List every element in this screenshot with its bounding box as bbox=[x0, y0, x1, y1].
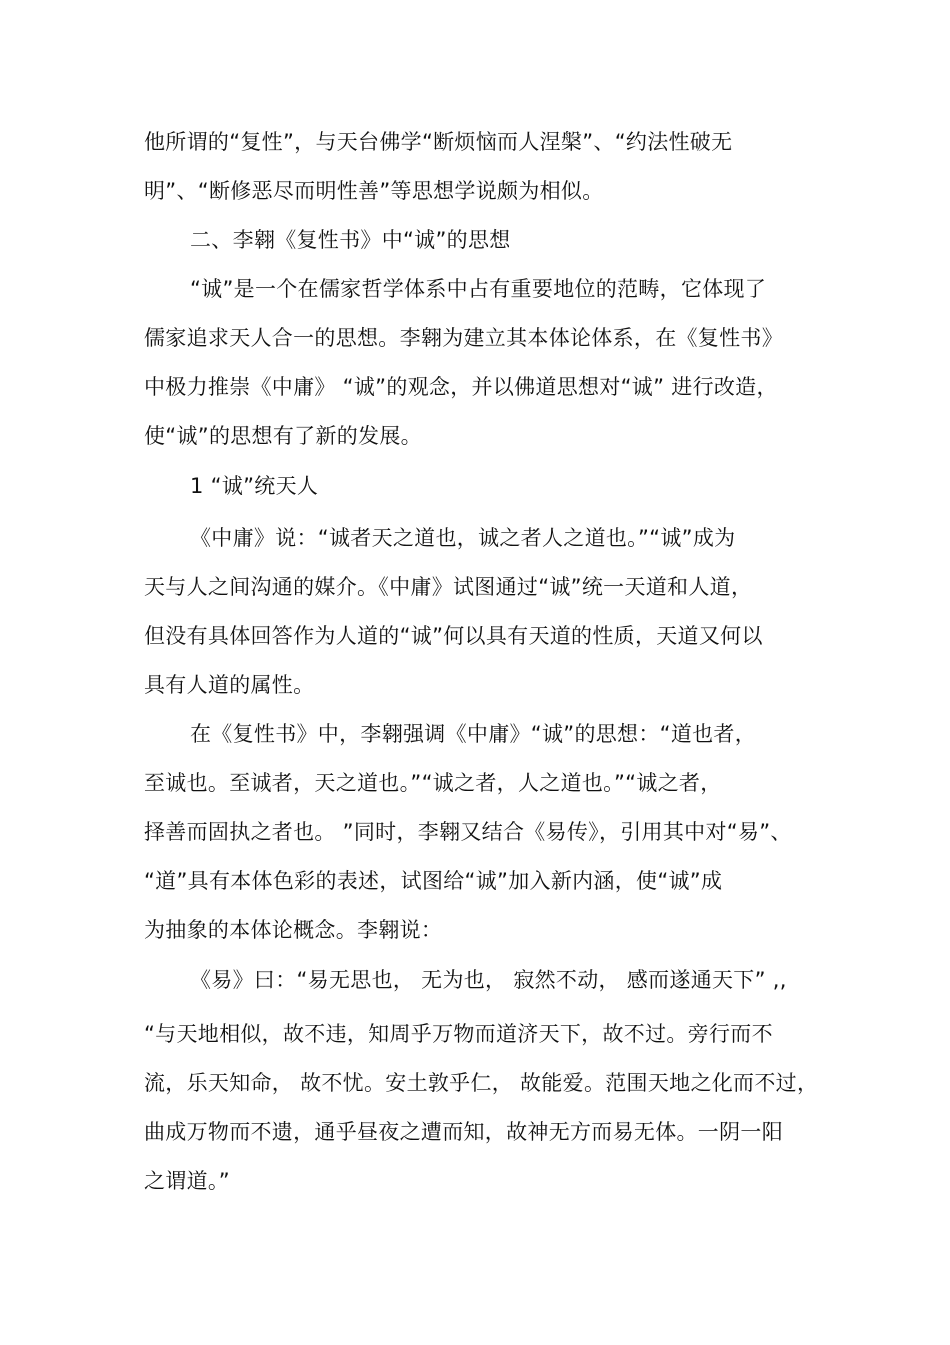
text-line-12: 具有人道的属性。 bbox=[144, 673, 315, 697]
text-line-20: 流，乐天知命， 故不忧。安土敦乎仁， 故能爱。范围天地之化而不过， bbox=[144, 1071, 819, 1095]
text-line-22: 之谓道。” bbox=[144, 1169, 230, 1193]
subsection-heading: 1 “诚”统天人 bbox=[190, 474, 319, 498]
section-heading: 二、李翱《复性书》中“诚”的思想 bbox=[190, 228, 511, 252]
text-line-1: 他所谓的“复性”，与天台佛学“断烦恼而人涅槃”、“约法性破无 bbox=[144, 130, 733, 154]
text-line-6: 中极力推崇《中庸》 “诚”的观念，并以佛道思想对“诚” 进行改造， bbox=[144, 375, 778, 399]
text-line-16: “道”具有本体色彩的表述，试图给“诚”加入新内涵，使“诚”成 bbox=[144, 869, 723, 893]
text-line-4: “诚”是一个在儒家哲学体系中占有重要地位的范畴，它体现了 bbox=[190, 277, 767, 301]
text-line-17: 为抽象的本体论概念。李翱说： bbox=[144, 918, 443, 942]
text-line-21: 曲成万物而不遗，通乎昼夜之遭而知，故神无方而易无体。一阴一阳 bbox=[144, 1120, 783, 1144]
text-line-11: 但没有具体回答作为人道的“诚”何以具有天道的性质，天道又何以 bbox=[144, 624, 763, 648]
text-line-5: 儒家追求天人合一的思想。李翱为建立其本体论体系，在《复性书》 bbox=[144, 326, 783, 350]
text-line-9: 《中庸》说：“诚者天之道也，诚之者人之道也。”“诚”成为 bbox=[190, 526, 736, 550]
text-line-2: 明”、“断修恶尽而明性善”等思想学说颇为相似。 bbox=[144, 179, 604, 203]
text-line-10: 天与人之间沟通的媒介。《中庸》试图通过“诚”统一天道和人道， bbox=[144, 575, 753, 599]
text-line-15: 择善而固执之者也。 ”同时，李翱又结合《易传》，引用其中对“易”、 bbox=[144, 820, 792, 844]
text-line-13: 在《复性书》中，李翱强调《中庸》“诚”的思想：“道也者， bbox=[190, 722, 757, 746]
text-line-14: 至诚也。至诚者，天之道也。”“诚之者，人之道也。”“诚之者， bbox=[144, 771, 722, 795]
text-line-7: 使“诚”的思想有了新的发展。 bbox=[144, 424, 422, 448]
text-line-19: “与天地相似，故不违，知周乎万物而道济天下，故不过。旁行而不 bbox=[144, 1022, 773, 1046]
text-line-18: 《易》曰：“易无思也， 无为也， 寂然不动， 感而遂通天下” ,, bbox=[190, 968, 787, 992]
